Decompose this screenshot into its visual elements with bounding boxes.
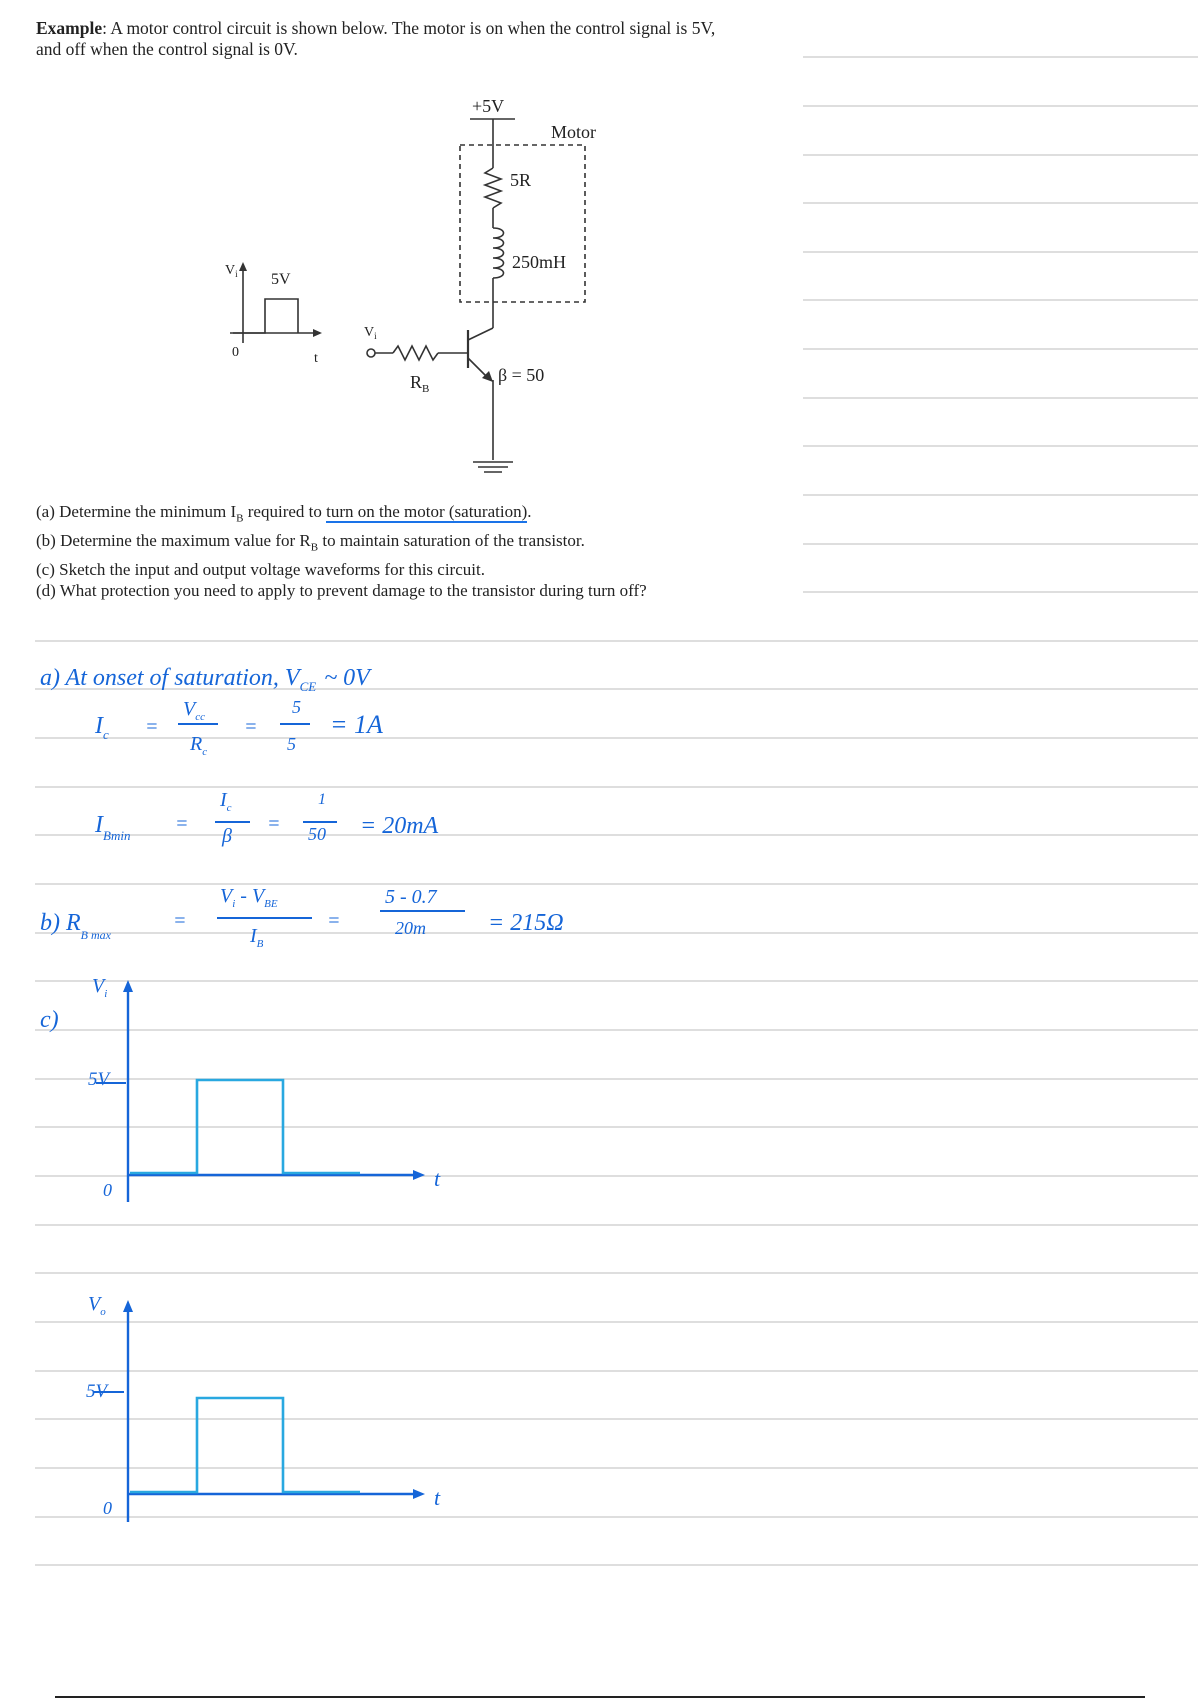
question-list [36,501,796,602]
underlined-phrase: turn on the motor (saturation) [326,502,528,521]
vcc-num: $V_{cc}$ [183,698,205,723]
vo-x-arrow [413,1489,425,1499]
rb-den-value: 20m [395,918,426,938]
rb-den: $I_B$ [250,925,264,950]
inductor-label: 250mH [512,252,566,272]
ib-symbol: $I_{Bmin}$ [95,812,131,843]
ic-eq-2: = [244,716,258,738]
vo-pulse [130,1398,360,1492]
vi-y-arrow [123,980,133,992]
rb-num-value: 5 - 0.7 [385,886,437,908]
rb-label: $R_B$ [410,372,430,395]
input-terminal [367,349,375,357]
example-label: Example [36,18,103,38]
motor-box [460,145,585,302]
input-label: $V_i$ [364,325,377,341]
vo-zero-label: 0 [103,1498,112,1518]
vi-waveform [123,980,425,1202]
rb-num: $V_i - V_{BE}$ [220,885,278,910]
ic-symbol: $I_c$ [95,713,109,742]
rc-den: $R_c$ [190,733,208,758]
circuit-diagram [0,0,1200,500]
vi-zero-label: 0 [103,1180,112,1200]
beta-den: β [222,825,232,847]
inductor-250mh [493,228,504,278]
question-c: (c) Sketch the input and output voltage waveforms for this circuit. [36,559,485,579]
rb-eq: = [173,910,187,932]
vi-pulse [130,1080,360,1173]
vo-t-label: t [434,1485,441,1510]
wave-t-arrow [313,329,322,337]
ic-result: = 1A [330,710,383,739]
wave-v-arrow [239,262,247,271]
resistor-5r [485,168,501,208]
rb-eq-2: = [327,910,341,932]
one-num: 1 [318,791,326,808]
vi-t-label: t [434,1166,441,1191]
fifty-den: 50 [308,824,326,844]
answer-b-label: b) $R_{B max}$ [40,910,111,942]
supply-label: +5V [472,96,505,116]
ic-num: $I_c$ [220,789,232,814]
rb-result: = 215Ω [488,910,564,936]
answer-c-label: c) [40,1007,59,1033]
question-d: (d) What protection you need to apply to prevent damage to the transistor during turn off? [36,581,647,601]
vi-axis-label: $V_i$ [92,975,108,1000]
problem-text: : A motor control circuit is shown below. The motor is on when the control signal is 5V, [102,18,716,38]
motor-label: Motor [551,122,596,142]
problem-line-2: and off when the control signal is 0V. [36,39,298,59]
bottom-rule [55,1696,1145,1698]
vi-level-label: 5V [88,1069,110,1090]
handwritten-answers [0,600,1200,1600]
vo-y-arrow [123,1300,133,1312]
vo-waveform [123,1300,425,1522]
question-a: (a) Determine the minimum $I_B$ required to turn on the motor (saturation). [36,502,532,525]
vo-axis-label: $V_o$ [88,1293,106,1318]
wave-zero-label: 0 [232,345,239,360]
ib-result: = 20mA [360,813,439,839]
resistor-rb [393,346,438,360]
five-den: 5 [287,734,296,754]
resistor-label: 5R [510,170,532,190]
ic-eq: = [145,716,159,738]
vo-level-label: 5V [86,1381,108,1402]
ib-eq-2: = [267,813,281,835]
wave-level-label: 5V [271,271,291,288]
question-b: (b) Determine the maximum value for $R_B$ to maintain saturation of the transistor. [36,530,585,554]
beta-label: β = 50 [498,365,545,385]
vi-x-arrow [413,1170,425,1180]
ib-eq: = [175,813,189,835]
five-num: 5 [292,697,301,717]
wave-t-label: t [314,351,318,366]
answer-a-heading: a) At onset of saturation, $V_{CE}$ ~ 0V [40,665,370,694]
wave-v-label: $V_i$ [225,263,238,279]
transistor-collector [468,328,493,340]
